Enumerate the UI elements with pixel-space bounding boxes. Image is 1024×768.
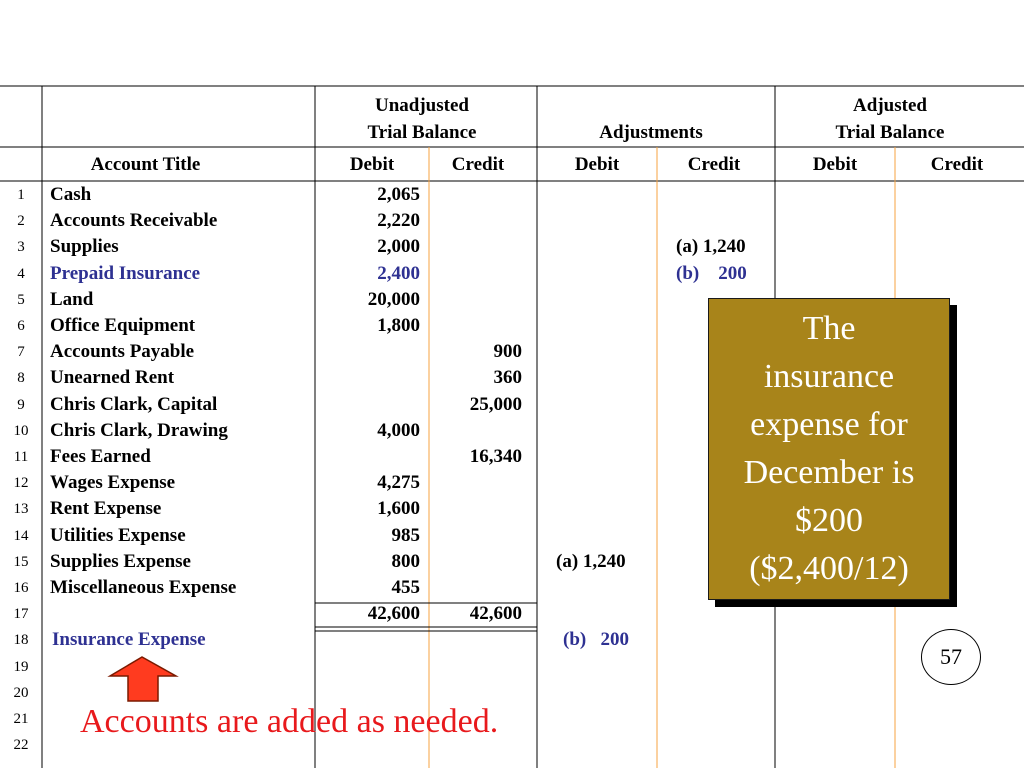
row-number: 20 (13, 685, 29, 701)
callout-line: ($2,400/12) (749, 550, 909, 587)
account-title-cell: Land (50, 289, 94, 310)
row-number: 6 (17, 318, 25, 334)
accounts-added-note: Accounts are added as needed. (80, 703, 499, 740)
atb-debit-header: Debit (812, 154, 858, 175)
ut-credit-cell: 42,600 (469, 603, 522, 624)
row-number: 7 (17, 344, 25, 360)
adj-credit-cell: (a) 1,240 (676, 236, 746, 257)
ut-debit-cell: 1,600 (377, 498, 420, 519)
account-title-cell: Supplies (50, 236, 119, 257)
row-number: 16 (13, 580, 29, 596)
callout-line: The (802, 310, 856, 347)
adj-debit-cell: (b) 200 (563, 629, 629, 650)
adj-debit-header: Debit (574, 154, 620, 175)
ut-debit-cell: 2,400 (377, 263, 420, 284)
ut-debit-cell: 1,800 (377, 315, 420, 336)
row-number: 19 (13, 659, 29, 675)
ut-credit-cell: 16,340 (469, 446, 522, 467)
adj-debit-cell: (a) 1,240 (556, 551, 626, 572)
ut-credit-header: Credit (451, 154, 505, 175)
unadjusted-header-line2: Trial Balance (367, 122, 477, 143)
adjusted-header-line2: Trial Balance (835, 122, 945, 143)
ut-debit-cell: 2,000 (377, 236, 420, 257)
row-number: 1 (17, 187, 25, 203)
ut-debit-header: Debit (349, 154, 395, 175)
unadjusted-header (315, 92, 529, 146)
callout-line: $200 (795, 502, 863, 539)
row-number: 22 (13, 737, 29, 753)
row-number: 11 (13, 449, 29, 465)
row-number: 5 (17, 292, 25, 308)
ut-credit-cell: 25,000 (469, 394, 522, 415)
row-number: 18 (13, 632, 29, 648)
account-title-cell: Prepaid Insurance (50, 263, 201, 284)
row-number: 10 (13, 423, 29, 439)
row-number: 21 (13, 711, 29, 727)
ut-debit-cell: 2,220 (377, 210, 420, 231)
ut-credit-cell: 360 (493, 367, 522, 388)
row-number: 4 (17, 266, 25, 282)
row-number: 9 (17, 397, 25, 413)
row-number: 2 (17, 213, 25, 229)
adjusted-header-line1: Adjusted (853, 95, 927, 116)
account-title-cell: Accounts Payable (50, 341, 195, 362)
callout-line: insurance (763, 358, 895, 395)
ut-debit-cell: 800 (391, 551, 420, 572)
insurance-expense-callout (708, 298, 950, 600)
ut-debit-cell: 2,065 (377, 184, 420, 205)
page-number-badge: 57 (921, 629, 981, 685)
adjustments-header: Adjustments (599, 122, 703, 143)
atb-credit-header: Credit (930, 154, 984, 175)
row-number: 3 (17, 239, 25, 255)
ut-debit-cell: 42,600 (367, 603, 420, 624)
account-title-cell: Utilities Expense (50, 525, 186, 546)
account-title-cell: Office Equipment (50, 315, 196, 336)
callout-line: expense for (750, 406, 908, 443)
row-number: 15 (13, 554, 29, 570)
row-number: 13 (13, 501, 29, 517)
unadjusted-header-line1: Unadjusted (375, 95, 469, 116)
account-title-cell: Rent Expense (50, 498, 162, 519)
account-title-cell: Miscellaneous Expense (50, 577, 237, 598)
account-title-cell: Wages Expense (50, 472, 176, 493)
row-number: 14 (13, 528, 29, 544)
account-title-cell: Accounts Receivable (50, 210, 218, 231)
account-title-cell: Supplies Expense (50, 551, 191, 572)
ut-debit-cell: 985 (391, 525, 420, 546)
ut-debit-cell: 4,000 (377, 420, 420, 441)
account-title-cell: Chris Clark, Capital (50, 394, 218, 415)
adj-credit-header: Credit (687, 154, 741, 175)
ut-debit-cell: 455 (391, 577, 420, 598)
account-title-cell: Unearned Rent (50, 367, 175, 388)
adj-credit-cell: (b) 200 (676, 263, 747, 284)
row-number: 12 (13, 475, 29, 491)
account-title-header: Account Title (90, 154, 201, 175)
ut-credit-cell: 900 (493, 341, 522, 362)
account-title-cell: Cash (50, 184, 92, 205)
ut-debit-cell: 4,275 (377, 472, 420, 493)
adjusted-header (775, 92, 1005, 146)
callout-line: December is (743, 454, 915, 491)
row-number: 8 (17, 370, 25, 386)
account-title-cell: Chris Clark, Drawing (50, 420, 228, 441)
account-title-cell: Fees Earned (50, 446, 151, 467)
row-number: 17 (13, 606, 29, 622)
ut-debit-cell: 20,000 (367, 289, 420, 310)
account-title-cell: Insurance Expense (52, 629, 206, 650)
